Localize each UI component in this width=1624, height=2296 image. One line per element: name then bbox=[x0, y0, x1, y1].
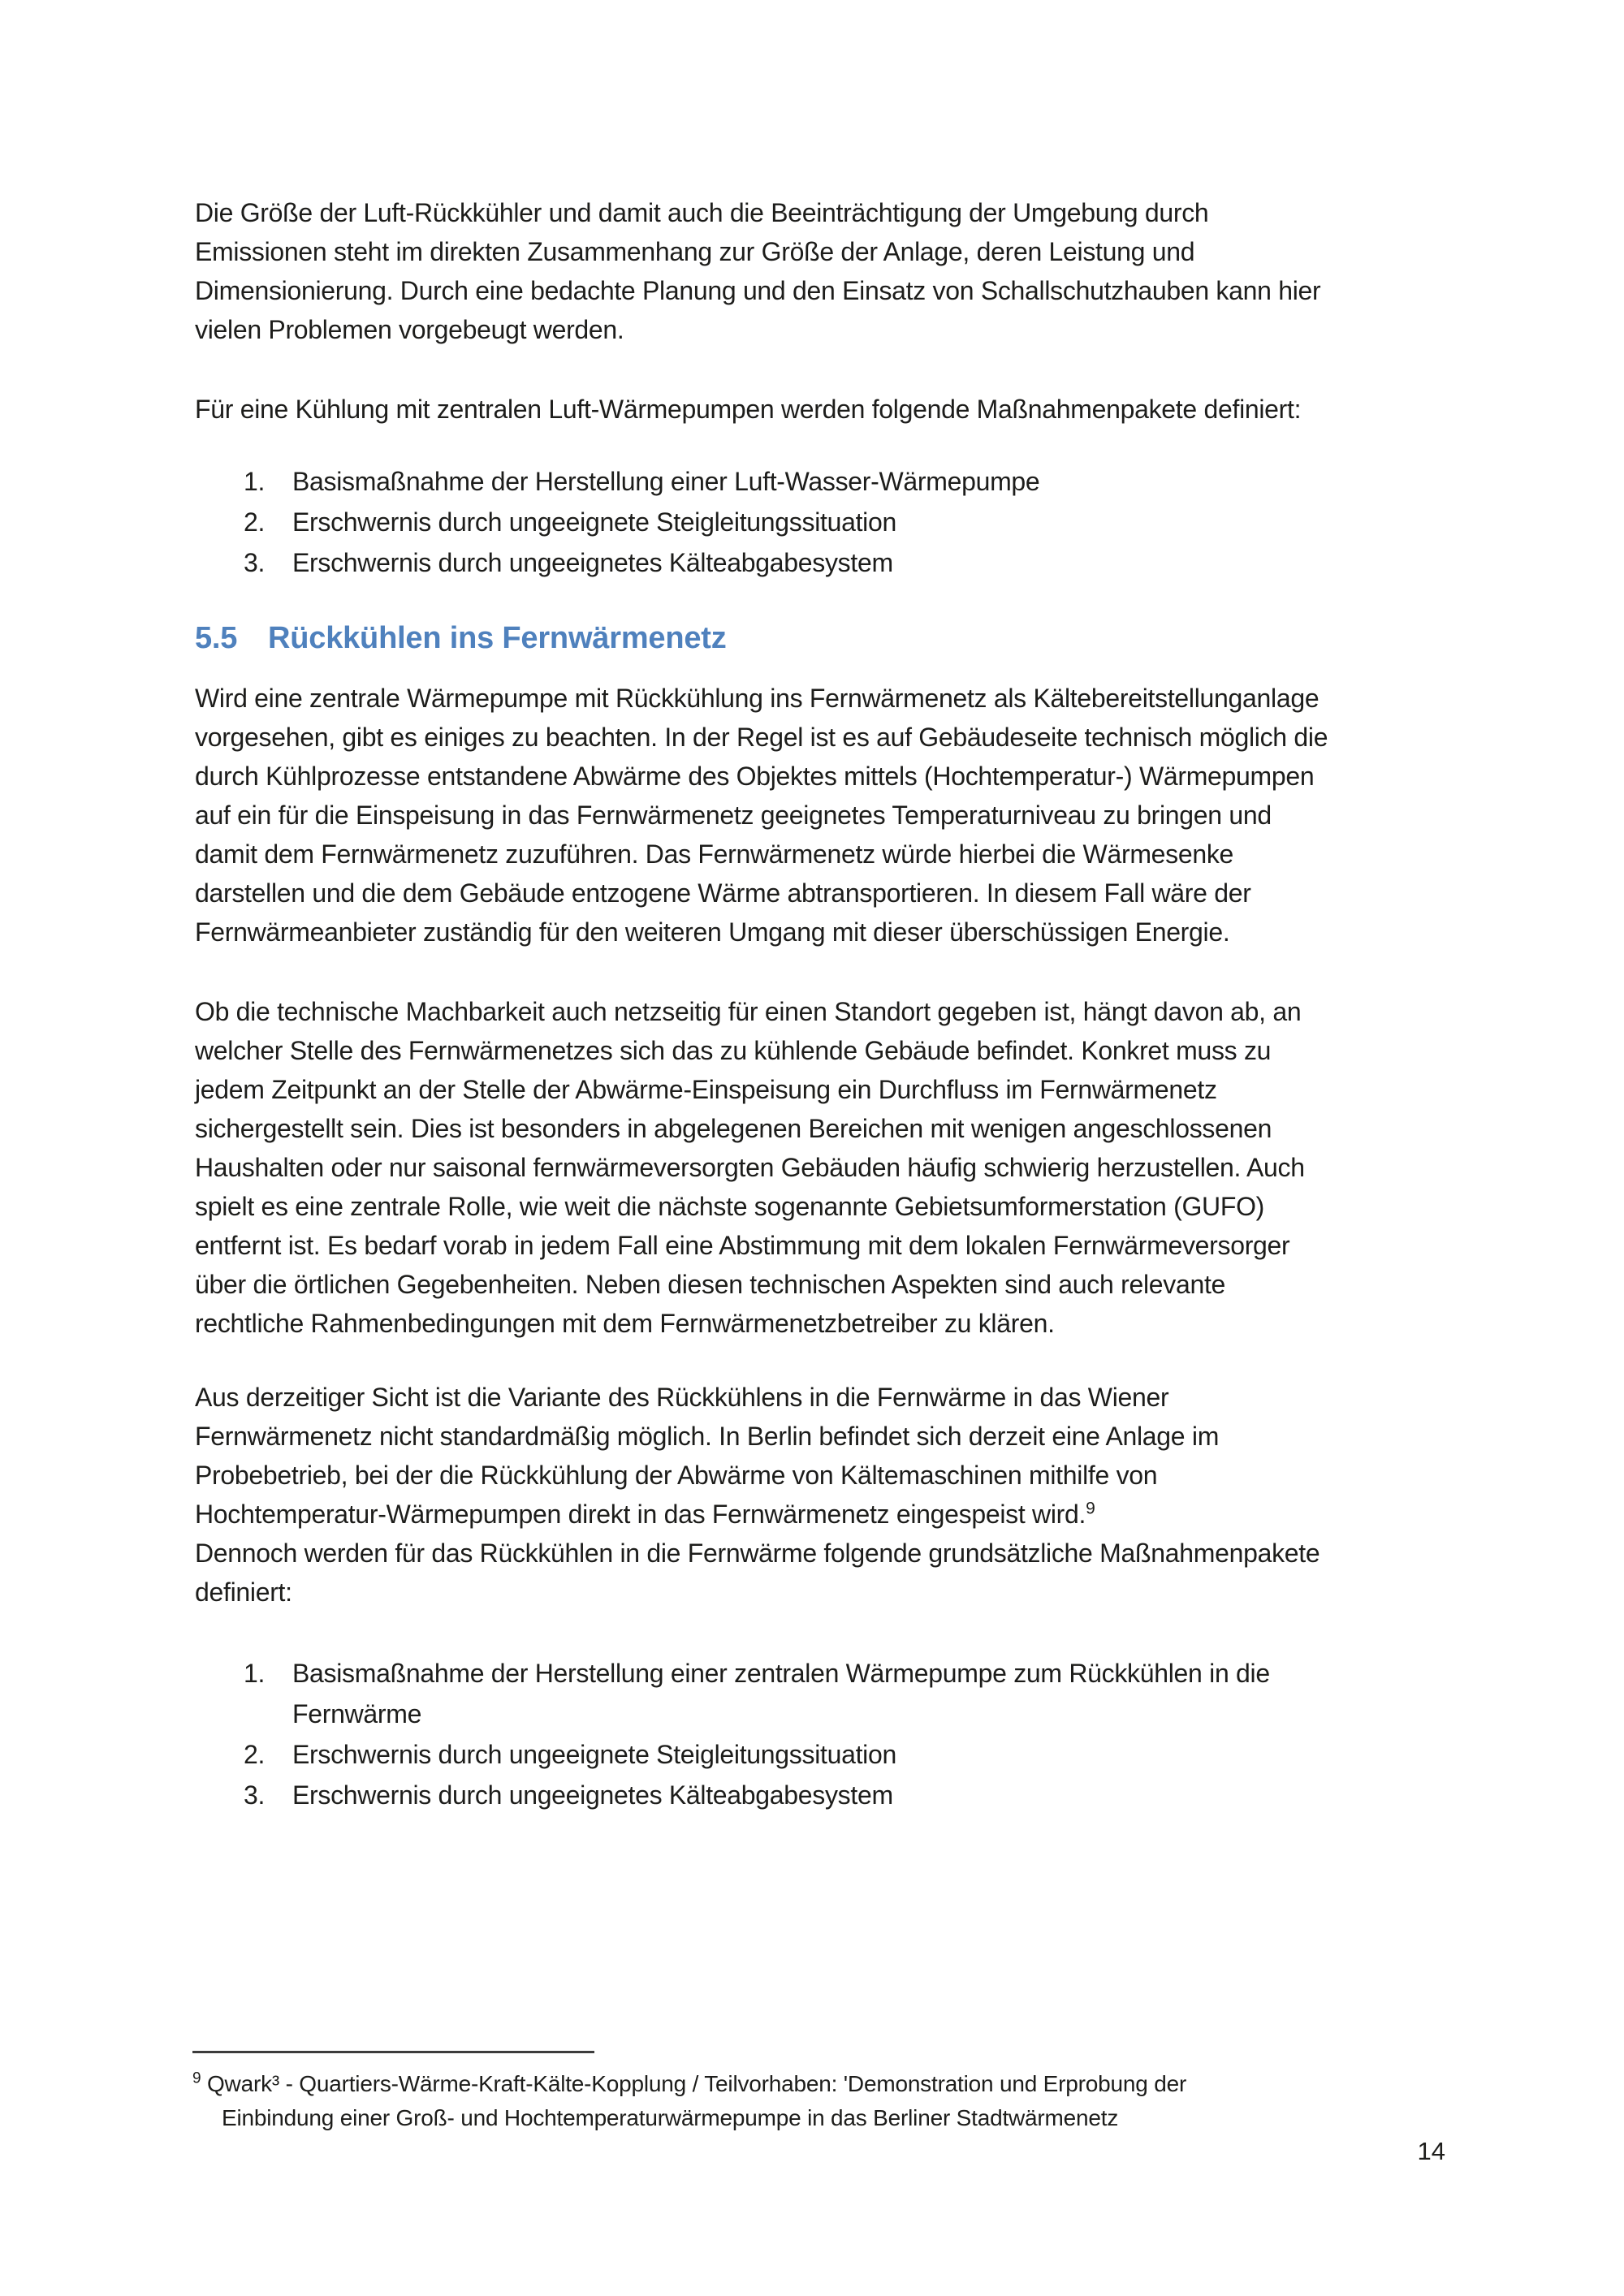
text-line: darstellen und die dem Gebäude entzogene Wärme abtransportieren. In diesem Fall wäre der bbox=[195, 878, 1251, 908]
list-item bbox=[244, 1653, 1270, 1694]
text-line: Fernwärmeanbieter zuständig für den weiteren Umgang mit dieser überschüssigen Energie. bbox=[195, 917, 1230, 947]
footnote-reference: 9 bbox=[1086, 1499, 1095, 1518]
text-line: Aus derzeitiger Sicht ist die Variante des Rückkühlens in die Fernwärme in das Wiener bbox=[195, 1383, 1169, 1412]
list-fernwaerme-massnahmen bbox=[244, 1653, 1270, 1815]
list-item bbox=[244, 1775, 1270, 1815]
list-luft-massnahmen bbox=[244, 461, 1039, 583]
list-item-text: Basismaßnahme der Herstellung einer Luft-Wasser-Wärmepumpe bbox=[292, 467, 1040, 496]
list-item bbox=[244, 502, 1039, 542]
footnote bbox=[192, 2067, 1186, 2135]
list-item-number: 1. bbox=[244, 1659, 266, 1688]
text-line: jedem Zeitpunkt an der Stelle der Abwärme-Einspeisung ein Durchfluss im Fernwärmenetz bbox=[195, 1075, 1217, 1104]
text-line: Die Größe der Luft-Rückkühler und damit auch die Beeinträchtigung der Umgebung durch bbox=[195, 198, 1209, 227]
paragraph-leadin bbox=[195, 390, 1301, 429]
text-line: auf ein für die Einspeisung in das Fernwärmenetz geeignetes Temperaturniveau zu bringen und bbox=[195, 801, 1272, 830]
footnote-marker: 9 bbox=[192, 2069, 201, 2087]
footnote-separator bbox=[192, 2051, 594, 2053]
text-line: Für eine Kühlung mit zentralen Luft-Wärmepumpen werden folgende Maßnahmenpakete definiert: bbox=[195, 395, 1302, 424]
text-line: definiert: bbox=[195, 1577, 292, 1607]
footnote-line bbox=[192, 2067, 1186, 2101]
paragraph-ob bbox=[195, 992, 1305, 1343]
text-line: sichergestellt sein. Dies ist besonders in abgelegenen Bereichen mit wenigen angeschlossenen bbox=[195, 1114, 1272, 1143]
text-line: Emissionen steht im direkten Zusammenhang zur Größe der Anlage, deren Leistung und bbox=[195, 237, 1195, 266]
list-item-text: Erschwernis durch ungeeignetes Kälteabgabesystem bbox=[292, 1780, 893, 1810]
list-item-text: Basismaßnahme der Herstellung einer zentralen Wärmepumpe zum Rückkühlen in die bbox=[292, 1659, 1270, 1688]
footnote-line: Einbindung einer Groß- und Hochtemperaturwärmepumpe in das Berliner Stadtwärmenetz bbox=[222, 2105, 1119, 2130]
list-item-continuation: Fernwärme bbox=[292, 1699, 422, 1728]
text-line: vorgesehen, gibt es einiges zu beachten. In der Regel ist es auf Gebäudeseite technisch möglich die bbox=[195, 723, 1328, 752]
paragraph-intro bbox=[195, 193, 1320, 349]
text-line: durch Kühlprozesse entstandene Abwärme des Objektes mittels (Hochtemperatur-) Wärmepumpen bbox=[195, 762, 1315, 791]
list-item bbox=[244, 1734, 1270, 1775]
text-line: welcher Stelle des Fernwärmenetzes sich das zu kühlende Gebäude befindet. Konkret muss zu bbox=[195, 1036, 1272, 1065]
text-line: Dimensionierung. Durch eine bedachte Planung und den Einsatz von Schallschutzhauben kann hier bbox=[195, 276, 1321, 305]
paragraph-wird bbox=[195, 679, 1328, 952]
text-line: Haushalten oder nur saisonal fernwärmeversorgten Gebäuden häufig schwierig herzustellen. Auch bbox=[195, 1153, 1305, 1182]
list-item-number: 1. bbox=[244, 467, 266, 496]
list-item-text: Erschwernis durch ungeeignete Steigleitungssituation bbox=[292, 507, 896, 537]
list-item-text: Erschwernis durch ungeeignete Steigleitungssituation bbox=[292, 1740, 896, 1769]
list-item-number: 3. bbox=[244, 548, 266, 577]
list-item bbox=[244, 542, 1039, 583]
text-line: über die örtlichen Gegebenheiten. Neben diesen technischen Aspekten sind auch relevante bbox=[195, 1270, 1226, 1299]
text-line: Probebetrieb, bei der die Rückkühlung der Abwärme von Kältemaschinen mithilfe von bbox=[195, 1461, 1158, 1490]
text-line: vielen Problemen vorgebeugt werden. bbox=[195, 315, 624, 344]
page-number: 14 bbox=[1417, 2137, 1445, 2165]
list-item bbox=[244, 461, 1039, 502]
text-line: rechtliche Rahmenbedingungen mit dem Fernwärmenetzbetreiber zu klären. bbox=[195, 1309, 1055, 1338]
footnote-text: Qwark³ - Quartiers-Wärme-Kraft-Kälte-Kopplung / Teilvorhaben: 'Demonstration und Erprobung der bbox=[206, 2071, 1187, 2096]
text-line: Dennoch werden für das Rückkühlen in die Fernwärme folgende grundsätzliche Maßnahmenpakete bbox=[195, 1539, 1320, 1568]
list-item-number: 2. bbox=[244, 507, 266, 537]
text-segment: Hochtemperatur-Wärmepumpen direkt in das Fernwärmenetz eingespeist wird. bbox=[195, 1500, 1086, 1529]
paragraph-aus bbox=[195, 1378, 1320, 1612]
text-line: spielt es eine zentrale Rolle, wie weit die nächste sogenannte Gebietsumformerstation (GUFO) bbox=[195, 1192, 1265, 1221]
section-number: 5.5 bbox=[195, 621, 238, 655]
text-line bbox=[195, 1495, 1320, 1534]
text-line: Ob die technische Machbarkeit auch netzseitig für einen Standort gegeben ist, hängt davon ab, an bbox=[195, 997, 1302, 1026]
section-heading bbox=[195, 621, 727, 656]
text-line: Wird eine zentrale Wärmepumpe mit Rückkühlung ins Fernwärmenetz als Kältebereitstellunganlage bbox=[195, 684, 1320, 713]
text-line: Fernwärmenetz nicht standardmäßig möglich. In Berlin befindet sich derzeit eine Anlage im bbox=[195, 1422, 1220, 1451]
list-item-text: Erschwernis durch ungeeignetes Kälteabgabesystem bbox=[292, 548, 893, 577]
section-title: Rückkühlen ins Fernwärmenetz bbox=[268, 621, 727, 655]
text-line: damit dem Fernwärmenetz zuzuführen. Das Fernwärmenetz würde hierbei die Wärmesenke bbox=[195, 839, 1234, 869]
list-item-number: 2. bbox=[244, 1740, 266, 1769]
list-item-number: 3. bbox=[244, 1780, 266, 1810]
text-line: entfernt ist. Es bedarf vorab in jedem Fall eine Abstimmung mit dem lokalen Fernwärmeversorger bbox=[195, 1231, 1290, 1260]
